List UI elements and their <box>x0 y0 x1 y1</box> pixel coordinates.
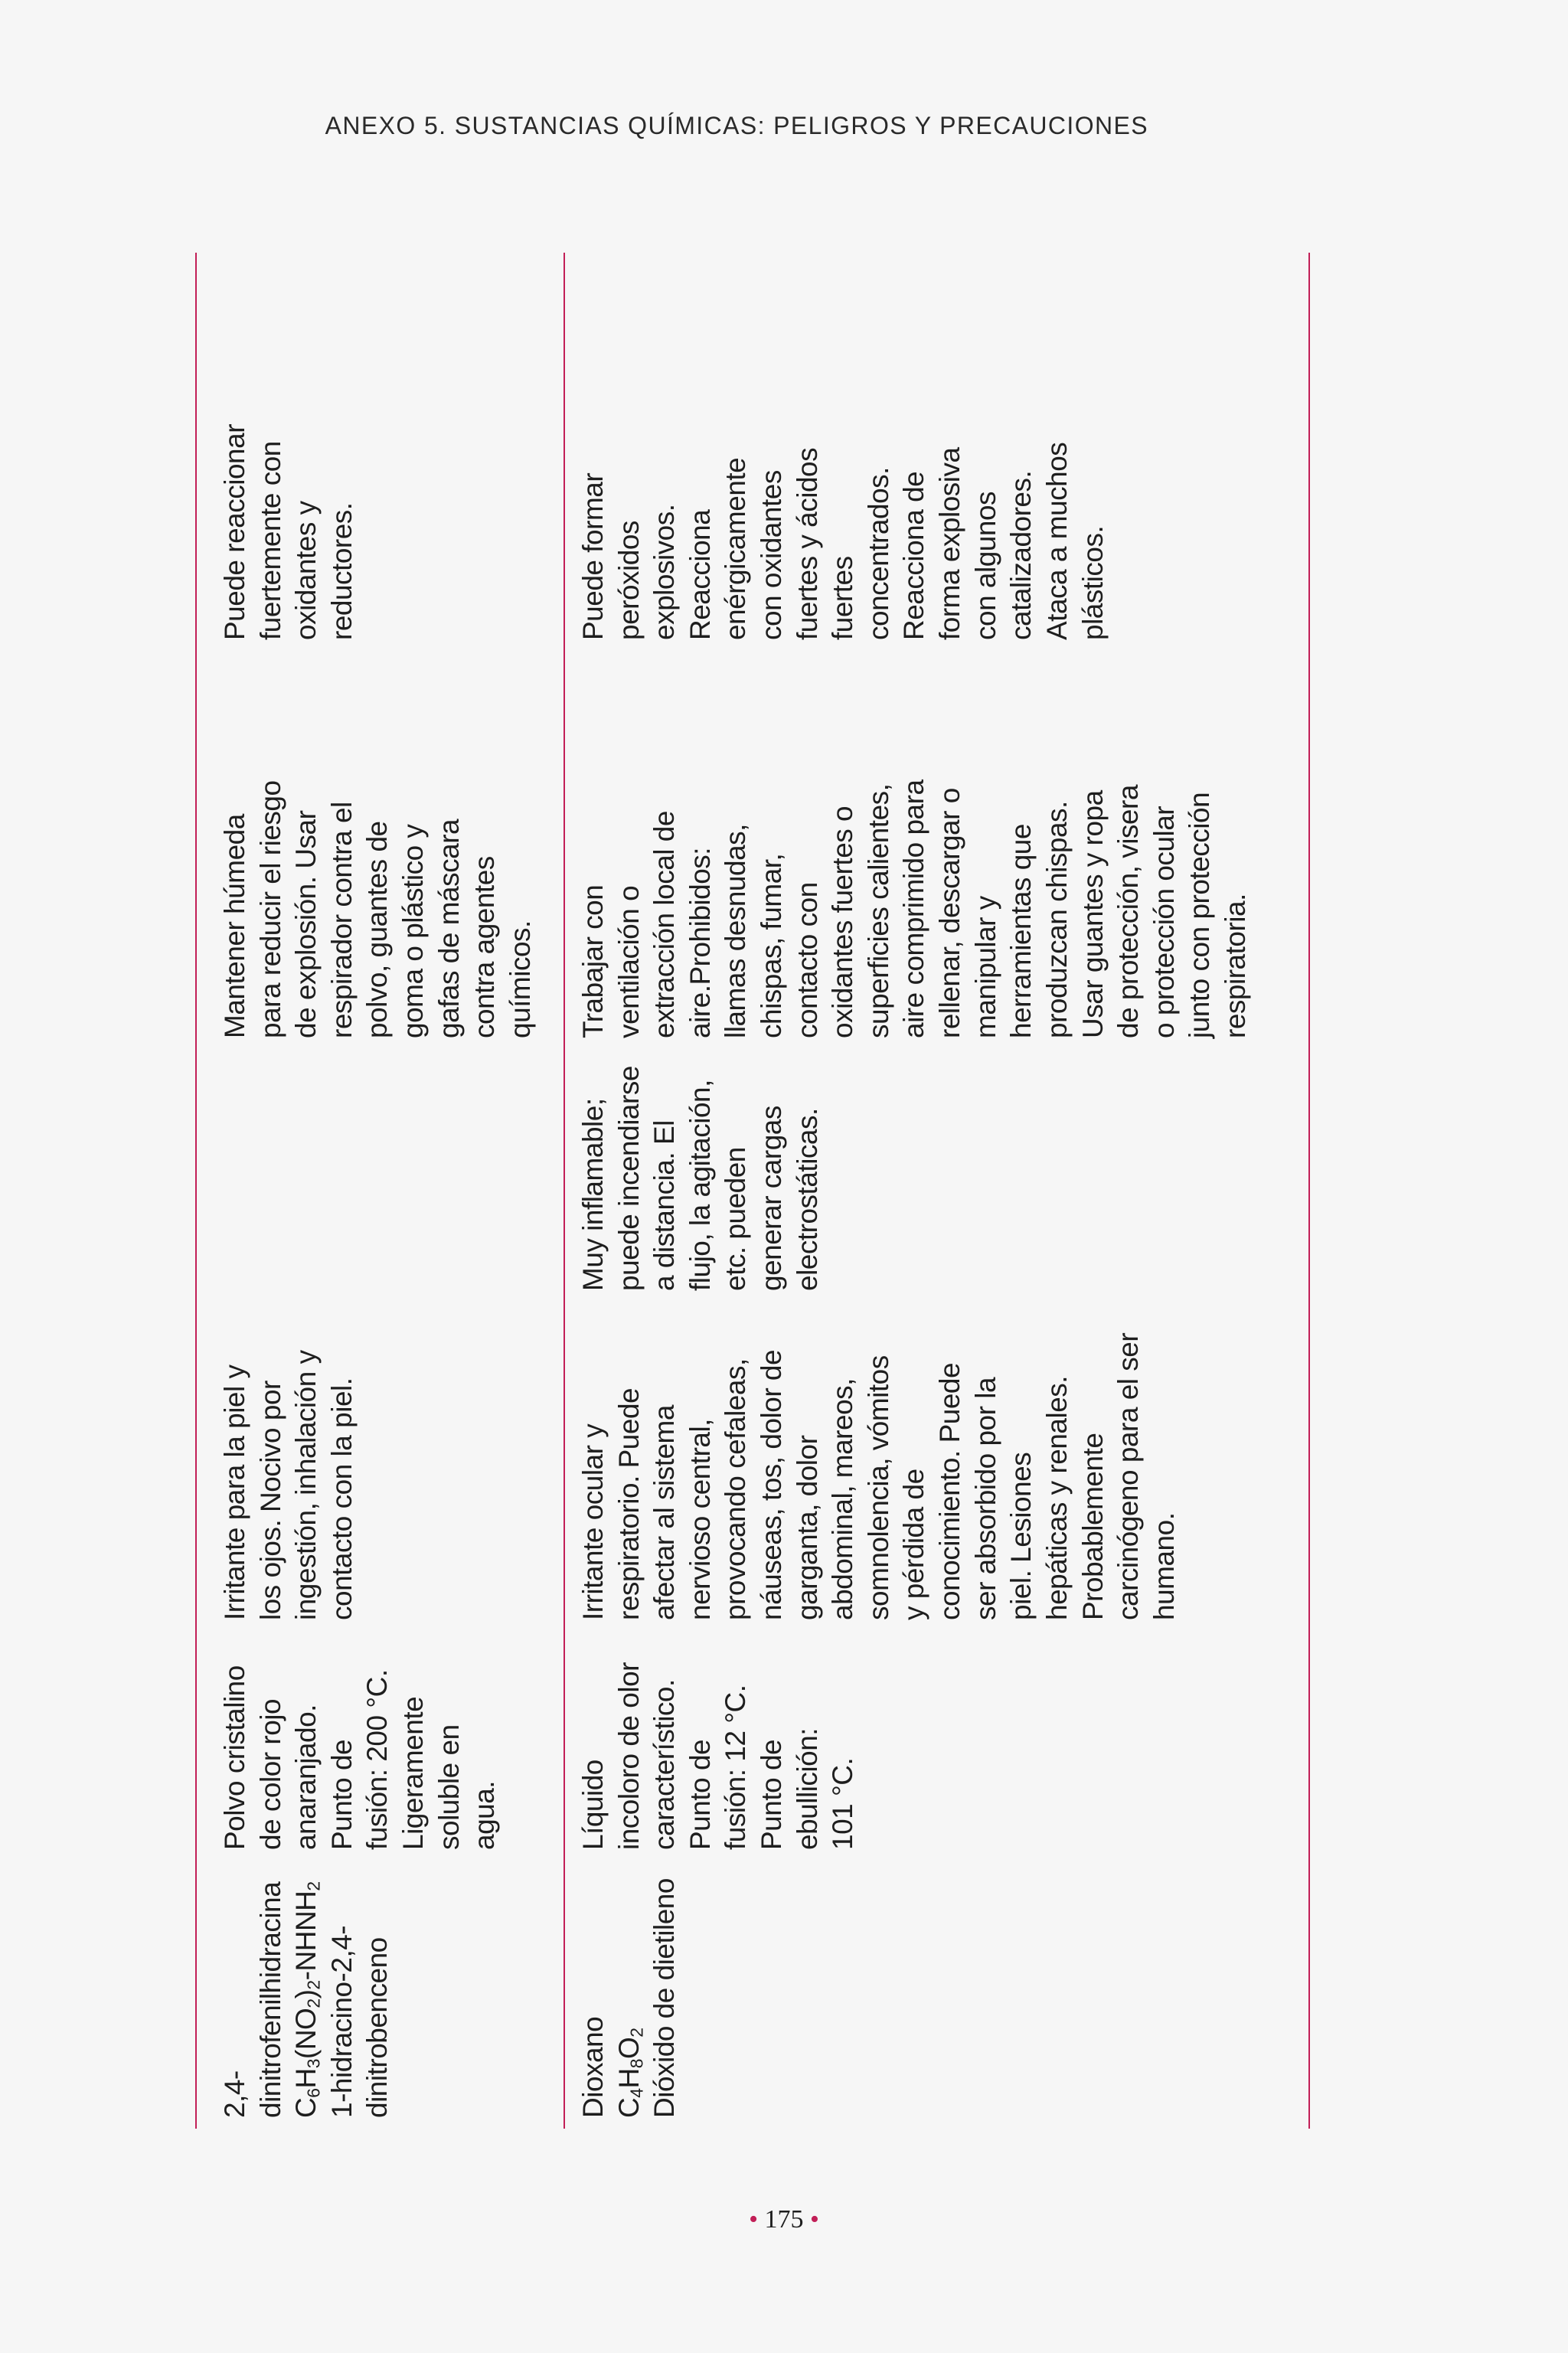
substance-name-cell <box>207 1861 565 2129</box>
running-header: ANEXO 5. SUSTANCIAS QUÍMICAS: PELIGROS Y PRECAUCIONES <box>325 112 1148 139</box>
bullet-left: • <box>749 2205 758 2234</box>
table-rule-left <box>195 253 197 2129</box>
prevention-cell: Trabajar con ventilación o extracción local de aire.Prohibidos: llamas desnudas, chispas, fumar, contacto con oxidantes fuertes o superficies calientes, aire comprimido para rellenar, descargar o manipular y herramientas que produzcan chispas. Usar guantes y ropa de protección, visera o protección ocular junto con protección respiratoria. <box>577 779 1251 1038</box>
bullet-right: • <box>810 2205 819 2234</box>
reactivity-cell: Puede formar peróxidos explosivos. Reacciona enérgicamente con oxidantes fuertes y ácidos fuertes concentrados. Reacciona de forma explosiva con algunos catalizadores. Ataca a muchos plásticos. <box>577 442 1109 640</box>
chemicals-table <box>207 253 1306 2129</box>
chemical-formula: $C_4H_8O_2$ <box>612 2028 647 2118</box>
table-row <box>207 253 565 2129</box>
health-hazards-cell: Irritante ocular y respiratorio. Puede afectar al sistema nervioso central, provocando cefaleas, náuseas, tos, dolor de garganta, dolor abdominal, mareos, somnolencia, vómitos y pérdida de conocimiento. Puede ser absorbido por la piel. Lesiones hepáticas y renales. Probablemente carcinógeno para el ser humano. <box>577 1332 1180 1620</box>
properties-cell: Líquido incoloro de olor característico. Punto de fusión: 12 °C. Punto de ebullición: 101 °C. <box>577 1662 859 1850</box>
page-number <box>0 2205 1568 2234</box>
properties-cell: Polvo cristalino de color rojo anaranjado. Punto de fusión: 200 °C. Ligeramente soluble en agua. <box>219 1665 501 1850</box>
substance-name-cell <box>565 1861 1306 2129</box>
rotated-table-container <box>207 253 1317 2129</box>
prevention-cell: Mantener húmeda para reducir el riesgo de explosión. Usar respirador contra el polvo, guantes de goma o plástico y gafas de máscara contra agentes químicos. <box>219 780 536 1038</box>
table-row <box>565 253 1306 2129</box>
fire-hazards-cell <box>207 1049 565 1302</box>
fire-hazards-cell: Muy inflamable; puede incendiarse a distancia. El flujo, la agitación, etc. pueden generar cargas electrostáticas. <box>577 1066 823 1291</box>
substance-name: Dioxano <box>577 2016 609 2118</box>
page-number-value: 175 <box>764 2205 804 2234</box>
health-hazards-cell: Irritante para la piel y los ojos. Nocivo por ingestión, inhalación y contacto con la piel. <box>219 1350 358 1620</box>
substance-synonym: 1-hidracino-2,4- dinitrobenceno <box>325 1925 394 2118</box>
substance-synonym: Dióxido de dietileno <box>648 1878 681 2118</box>
chemical-formula: $C_6H_3(NO_2)_2-NHNH_2$ <box>290 1881 324 2118</box>
reactivity-cell: Puede reaccionar fuertemente con oxidantes y reductores. <box>219 423 358 640</box>
substance-name: 2,4-dinitrofenilhidracina <box>219 1881 286 2118</box>
